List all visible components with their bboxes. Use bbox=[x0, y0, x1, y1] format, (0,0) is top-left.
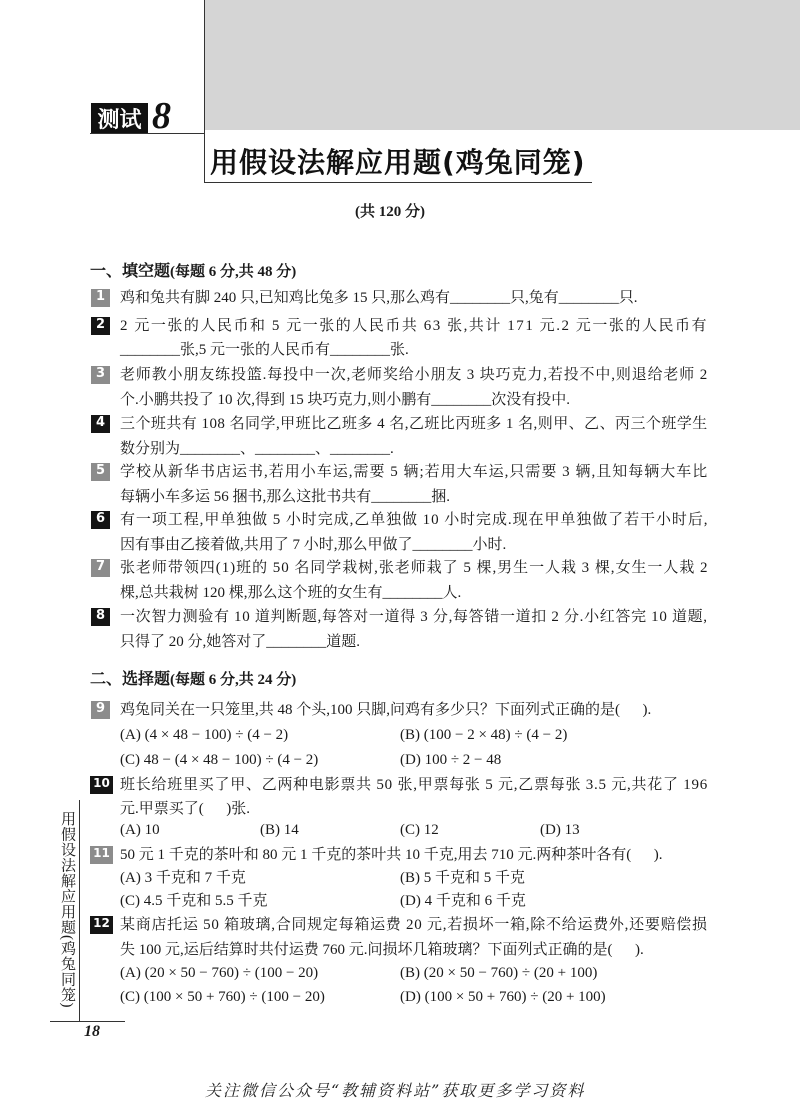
section-heading-multiple-choice bbox=[90, 666, 296, 690]
question-text-line: 班长给班里买了甲、乙两种电影票共 50 张,甲票每张 5 元,乙票每张 3.5 元,共花了 196 bbox=[120, 777, 709, 793]
option-text: 48 − (4 × 48 − 100) ÷ (4 − 2) bbox=[143, 752, 319, 768]
option-c bbox=[120, 891, 268, 911]
option-text: (20 × 50 − 760) ÷ (100 − 20) bbox=[144, 965, 319, 981]
option-c bbox=[400, 820, 439, 840]
option-label: (D) bbox=[540, 822, 561, 838]
option-label: (C) bbox=[400, 822, 420, 838]
question-text-line: 2 元一张的人民币和 5 元一张的人民币共 63 张,共计 171 元.2 元一张的人民币有 bbox=[120, 318, 709, 334]
question-text-line: 某商店托运 50 箱玻璃,合同规定每箱运费 20 元,若损坏一箱,除不给运费外,还要赔偿损 bbox=[120, 917, 708, 933]
question-text-line: 三个班共有 108 名同学,甲班比乙班多 4 名,乙班比丙班多 1 名,则甲、乙、丙三个班学生 bbox=[120, 416, 708, 432]
question-number-badge: 5 bbox=[91, 463, 110, 481]
option-d bbox=[400, 750, 501, 770]
option-a bbox=[120, 963, 318, 983]
title-underline bbox=[204, 182, 592, 183]
option-label: (C) bbox=[120, 989, 140, 1005]
question-text-line: 50 元 1 千克的茶叶和 80 元 1 千克的茶叶共 10 千克,用去 710 元.两种茶叶各有( ). bbox=[120, 847, 663, 863]
option-label: (A) bbox=[120, 822, 141, 838]
option-text: 100 ÷ 2 − 48 bbox=[424, 752, 502, 768]
option-label: (A) bbox=[120, 870, 141, 886]
option-label: (B) bbox=[260, 822, 280, 838]
option-label: (C) bbox=[120, 893, 140, 909]
test-label-underline bbox=[90, 133, 205, 134]
option-text: 3 千克和 7 千克 bbox=[144, 870, 246, 886]
page-title: 用假设法解应用题(鸡兔同笼) bbox=[210, 146, 586, 179]
section-heading-fill-blank bbox=[90, 258, 296, 282]
section-title: 二、选择题 bbox=[90, 669, 171, 688]
side-chapter-label: 用假设法解应用题(鸡兔同笼) bbox=[59, 811, 75, 1008]
option-text: 13 bbox=[564, 822, 580, 838]
option-b bbox=[400, 868, 525, 888]
option-text: 5 千克和 5 千克 bbox=[423, 870, 526, 886]
option-c bbox=[120, 987, 325, 1007]
question-text-line: 每辆小车多运 56 捆书,那么这批书共有________捆. bbox=[120, 489, 451, 505]
option-text: (4 × 48 − 100) ÷ (4 − 2) bbox=[144, 727, 289, 743]
section-note: (每题 6 分,共 24 分) bbox=[170, 672, 297, 688]
section-note: (每题 6 分,共 48 分) bbox=[170, 264, 297, 280]
question-text-line: 因有事由乙接着做,共用了 7 小时,那么甲做了________小时. bbox=[120, 537, 507, 553]
question-text-line: 张老师带领四(1)班的 50 名同学栽树,张老师栽了 5 棵,男生一人栽 3 棵,女生一人栽 2 bbox=[120, 560, 709, 576]
page-number-rule bbox=[50, 1021, 125, 1022]
option-text: (100 × 50 + 760) ÷ (100 − 20) bbox=[143, 989, 325, 1005]
option-a bbox=[120, 868, 246, 888]
header-vertical-rule bbox=[204, 0, 205, 183]
question-number-badge: 10 bbox=[90, 776, 113, 794]
question-text-line: 元.甲票买了( )张. bbox=[120, 801, 250, 817]
option-text: 14 bbox=[283, 822, 299, 838]
side-vertical-rule bbox=[79, 800, 80, 1022]
question-text-line: 一次智力测验有 10 道判断题,每答对一道得 3 分,每答错一道扣 2 分.小红答完 10 道题, bbox=[120, 609, 708, 625]
option-text: (100 × 50 + 760) ÷ (20 + 100) bbox=[424, 989, 606, 1005]
option-label: (D) bbox=[400, 752, 421, 768]
option-label: (B) bbox=[400, 870, 420, 886]
option-a bbox=[120, 820, 160, 840]
test-label: 测试 bbox=[91, 103, 148, 133]
question-number-badge: 9 bbox=[91, 701, 110, 719]
option-label: (D) bbox=[400, 893, 421, 909]
question-number-badge: 7 bbox=[91, 559, 110, 577]
page-number: 18 bbox=[84, 1023, 100, 1040]
option-label: (B) bbox=[400, 965, 420, 981]
option-label: (A) bbox=[120, 727, 141, 743]
section-title: 一、填空题 bbox=[90, 261, 171, 280]
question-number-badge: 11 bbox=[90, 846, 113, 864]
question-text-line: 数分别为________、________、________. bbox=[120, 441, 394, 457]
option-b bbox=[400, 725, 567, 745]
footer-note: 关注微信公众号“教辅资料站”获取更多学习资料 bbox=[205, 1081, 586, 1100]
question-number-badge: 6 bbox=[91, 511, 110, 529]
option-b bbox=[260, 820, 299, 840]
question-text-line: ________张,5 元一张的人民币有________张. bbox=[120, 342, 409, 358]
question-number-badge: 1 bbox=[91, 289, 110, 307]
option-text: 4.5 千克和 5.5 千克 bbox=[143, 893, 268, 909]
option-a bbox=[120, 725, 288, 745]
option-c bbox=[120, 750, 318, 770]
option-label: (A) bbox=[120, 965, 141, 981]
question-text-line: 个.小鹏共投了 10 次,得到 15 块巧克力,则小鹏有________次没有投中. bbox=[120, 392, 571, 408]
option-text: (20 × 50 − 760) ÷ (20 + 100) bbox=[423, 965, 598, 981]
total-score: (共 120 分) bbox=[355, 204, 425, 220]
question-text-line: 老师教小朋友练投篮.每投中一次,老师奖给小朋友 3 块巧克力,若投不中,则退给老师 2 bbox=[120, 367, 709, 383]
question-text-line: 有一项工程,甲单独做 5 小时完成,乙单独做 10 小时完成.现在甲单独做了若干小时后, bbox=[120, 512, 709, 528]
question-text-line: 只得了 20 分,她答对了________道题. bbox=[120, 634, 361, 650]
header-gray-panel bbox=[205, 0, 800, 130]
option-text: 10 bbox=[144, 822, 160, 838]
question-text-line: 棵,总共栽树 120 棵,那么这个班的女生有________人. bbox=[120, 585, 462, 601]
test-number: 8 bbox=[152, 95, 171, 137]
question-number-badge: 4 bbox=[91, 415, 110, 433]
option-b bbox=[400, 963, 597, 983]
option-text: 4 千克和 6 千克 bbox=[424, 893, 526, 909]
option-d bbox=[400, 891, 526, 911]
question-number-badge: 8 bbox=[91, 608, 110, 626]
question-text-line: 鸡兔同关在一只笼里,共 48 个头,100 只脚,问鸡有多少只？下面列式正确的是( ). bbox=[120, 702, 652, 718]
question-text-line: 鸡和兔共有脚 240 只,已知鸡比兔多 15 只,那么鸡有________只,兔有________只. bbox=[120, 290, 638, 306]
option-d bbox=[540, 820, 580, 840]
question-number-badge: 3 bbox=[91, 366, 110, 384]
question-text-line: 失 100 元,运后结算时共付运费 760 元.问损坏几箱玻璃？下面列式正确的是( ). bbox=[120, 942, 644, 958]
option-text: 12 bbox=[423, 822, 439, 838]
option-d bbox=[400, 987, 606, 1007]
option-label: (B) bbox=[400, 727, 420, 743]
question-number-badge: 12 bbox=[90, 916, 113, 934]
option-text: (100 − 2 × 48) ÷ (4 − 2) bbox=[423, 727, 568, 743]
option-label: (D) bbox=[400, 989, 421, 1005]
option-label: (C) bbox=[120, 752, 140, 768]
question-text-line: 学校从新华书店运书,若用小车运,需要 5 辆;若用大车运,只需要 3 辆,且知每辆大车比 bbox=[120, 464, 709, 480]
question-number-badge: 2 bbox=[91, 317, 110, 335]
